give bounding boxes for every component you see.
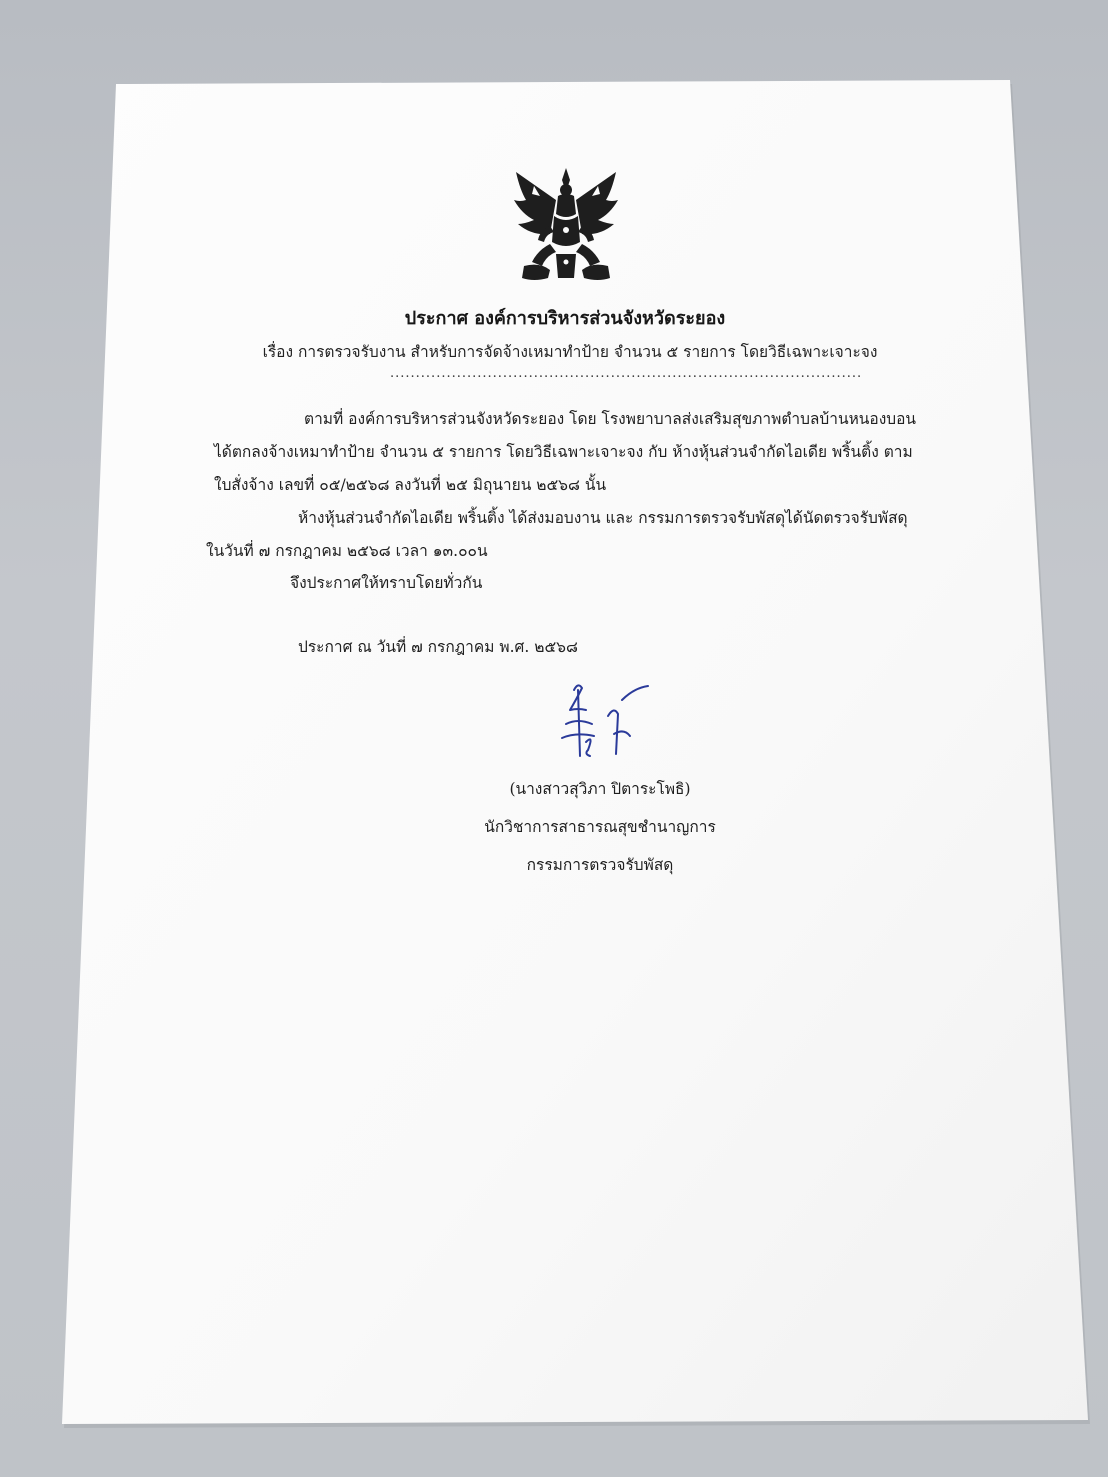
signatory-name: (นางสาวสุวิภา ปิตาระโพธิ) (509, 780, 691, 798)
signatory-role: กรรมการตรวจรับพัสดุ (526, 856, 674, 874)
announce-date: ประกาศ ณ วันที่ ๗ กรกฎาคม พ.ศ. ๒๕๖๘ (298, 638, 578, 656)
garuda-emblem-icon (510, 166, 622, 284)
body-paragraph-1-line-2: ได้ตกลงจ้างเหมาทำป้าย จำนวน ๕ รายการ โดยวิธีเฉพาะเจาะจง กับ ห้างหุ้นส่วนจำกัดไอเดีย พริ้นติ้ง ตาม (214, 443, 913, 461)
signature-icon (548, 680, 658, 760)
separator-line: ............................................................................................ (390, 366, 863, 381)
body-paragraph-2-line-1: ห้างหุ้นส่วนจำกัดไอเดีย พริ้นติ้ง ได้ส่งมอบงาน และ กรรมการตรวจรับพัสดุได้นัดตรวจรับพัสดุ (298, 509, 908, 527)
document-title: ประกาศ องค์การบริหารส่วนจังหวัดระยอง (404, 308, 726, 329)
body-paragraph-2-line-2: ในวันที่ ๗ กรกฎาคม ๒๕๖๘ เวลา ๑๓.๐๐น (206, 542, 488, 560)
signatory-position: นักวิชาการสาธารณสุขชำนาญการ (484, 818, 716, 836)
body-paragraph-3: จึงประกาศให้ทราบโดยทั่วกัน (290, 574, 483, 592)
body-paragraph-1-line-1: ตามที่ องค์การบริหารส่วนจังหวัดระยอง โดย โรงพยาบาลส่งเสริมสุขภาพตำบลบ้านหนองบอน (304, 410, 917, 428)
body-paragraph-1-line-3: ใบสั่งจ้าง เลขที่ ๐๕/๒๕๖๘ ลงวันที่ ๒๕ มิถุนายน ๒๕๖๘ นั้น (214, 476, 607, 494)
document-subject: เรื่อง การตรวจรับงาน สำหรับการจัดจ้างเหมาทำป้าย จำนวน ๕ รายการ โดยวิธีเฉพาะเจาะจง (262, 343, 878, 361)
